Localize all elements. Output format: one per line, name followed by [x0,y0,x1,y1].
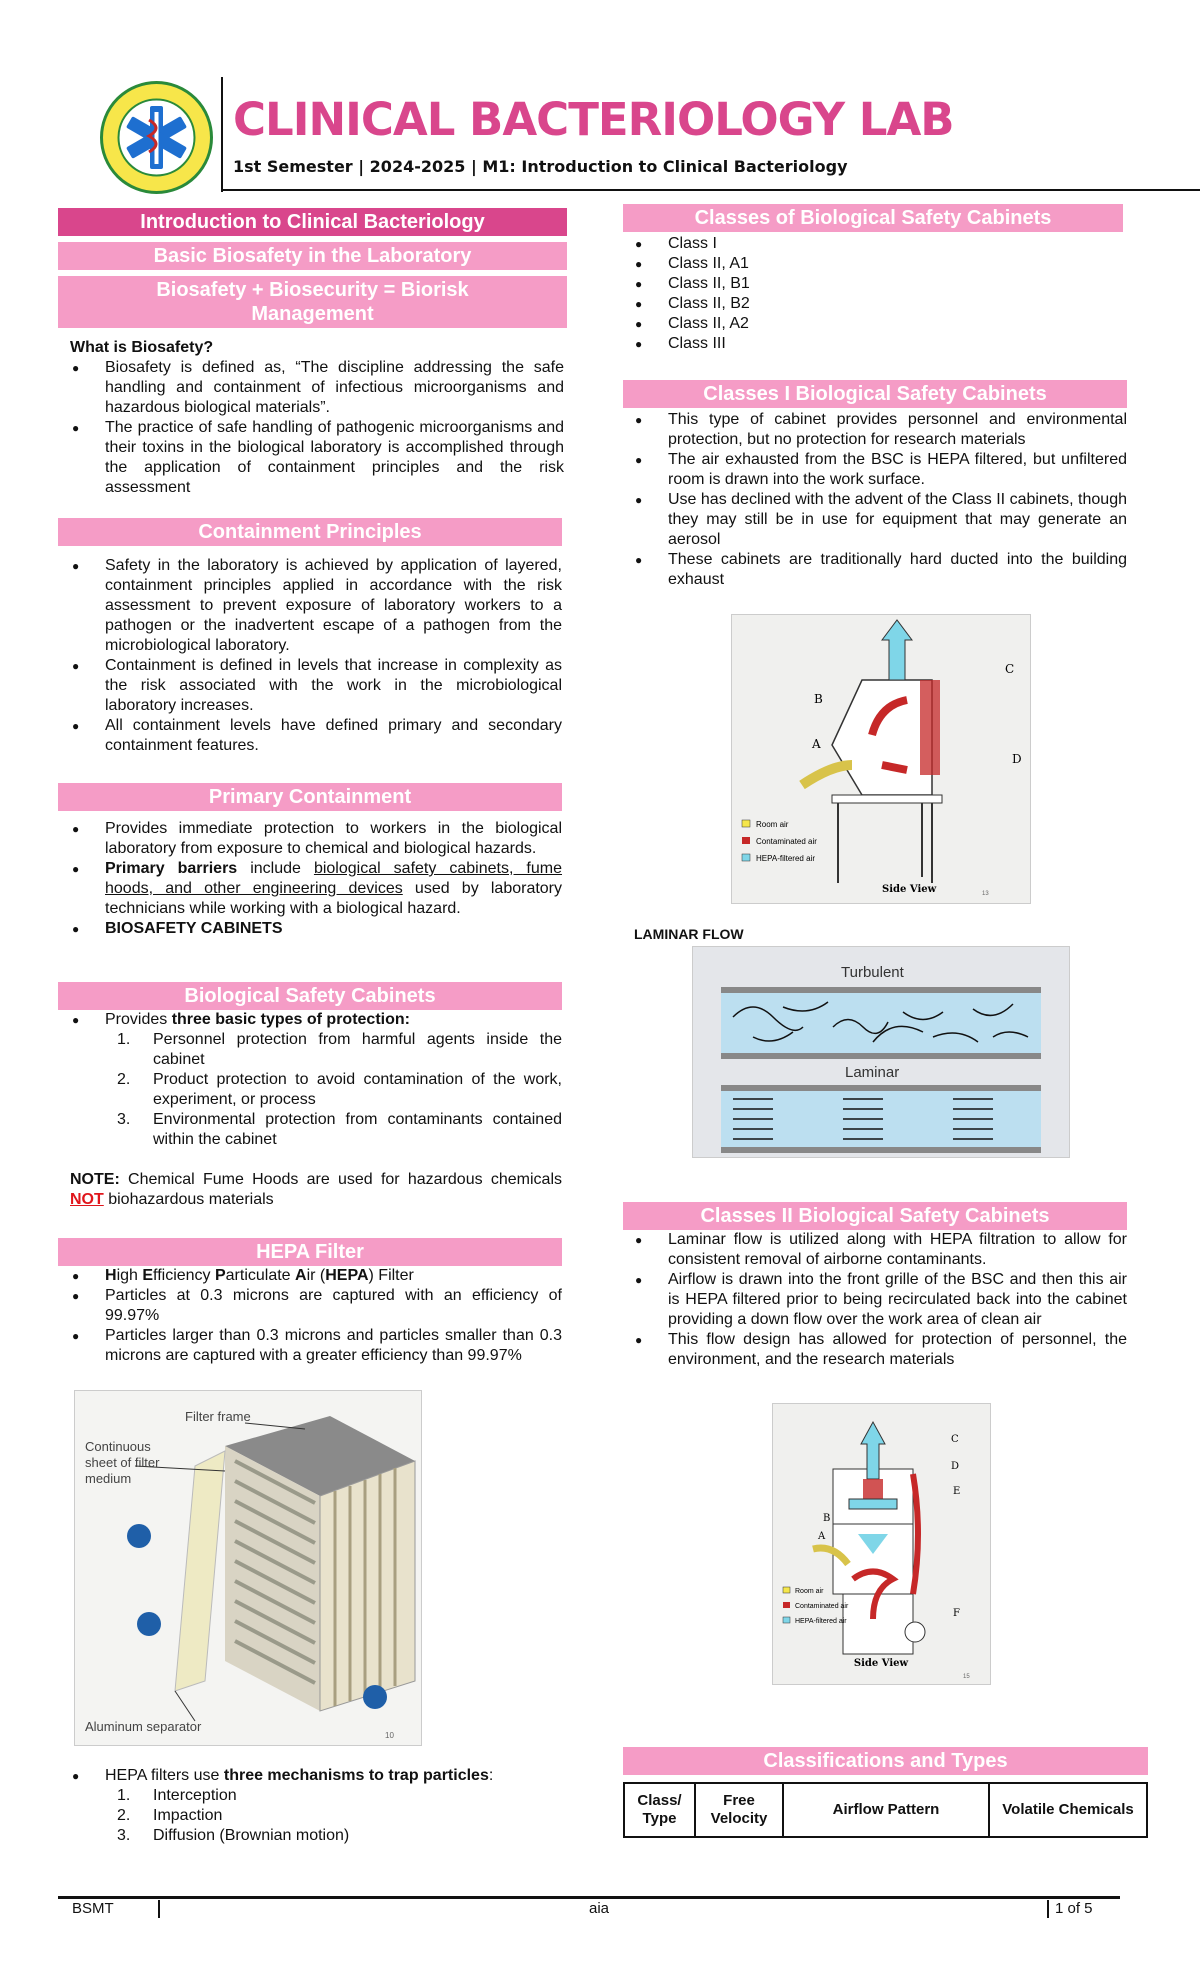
label-turbulent: Turbulent [841,964,904,981]
list-item: 3. Environmental protection from contaminants contained within the cabinet [117,1111,562,1148]
table-header-cell: Airflow Pattern [783,1783,989,1837]
list-item: ● Particles at 0.3 microns are captured with an efficiency of 99.97% [70,1286,562,1326]
list-item: ● HEPA filters use three mechanisms to trap particles: 1. Interception 2. Impaction 3. Diffusion (Brownian motion) [70,1766,564,1846]
label-sheet-3: medium [85,1471,132,1486]
banner-classifications: Classifications and Types [623,1747,1148,1775]
flow-diagram [693,947,1069,1157]
legend-hepa-air: HEPA-filtered air [795,1618,847,1625]
list-item: ● Class II, A2 [633,314,1123,334]
banner-biosafety: Basic Biosafety in the Laboratory [58,242,567,270]
list-item: ● BIOSAFETY CABINETS [70,919,562,939]
label-sheet-2: sheet of filter [85,1455,160,1470]
label-c: C [1005,662,1015,676]
banner-hepa: HEPA Filter [58,1238,562,1266]
note: NOTE: Chemical Fume Hoods are used for hazardous chemicals NOT biohazardous materials [70,1171,562,1208]
list-item: ● Class III [633,334,1123,354]
class1-diagram [732,615,1030,903]
list-item: 2. Impaction [117,1807,223,1824]
footer-rule [58,1896,1120,1899]
footer-center: aia [589,1900,610,1917]
classes-list [633,234,1123,354]
list-item: 1. Personnel protection from harmful agents inside the cabinet [117,1031,562,1068]
mechanism-list [70,1766,564,1846]
hepa-section [58,1238,562,1366]
label-aluminum-separator: Aluminum separator [85,1719,202,1734]
banner-class1: Classes I Biological Safety Cabinets [623,380,1127,408]
table-header-cell: Free Velocity [695,1783,783,1837]
legend-room-air: Room air [795,1588,824,1595]
list-item: 3. Diffusion (Brownian motion) [117,1827,350,1844]
class2-section [623,1202,1127,1370]
list-item: ● The air exhausted from the BSC is HEPA filtered, but unfiltered room is drawn into the work surface. [633,450,1127,490]
table-header-row [624,1783,1147,1837]
left-column [58,208,567,328]
class1-list [633,410,1127,590]
caption-side-view: Side View [853,1658,909,1669]
list-item: ● Particles larger than 0.3 microns and particles smaller than 0.3 microns are captured with a greater efficiency than 99.97% [70,1326,562,1366]
containment-section [58,518,562,756]
header-divider [221,77,223,192]
label-d: D [1012,752,1022,766]
university-logo [99,80,214,195]
list-item: ● Laminar flow is utilized along with HEPA filtration to allow for consistent removal of airborne contaminants. [633,1230,1127,1270]
label-filter-frame: Filter frame [185,1409,251,1424]
label-sheet-1: Continuous [85,1439,151,1454]
list-item: ● High Efficiency Particulate Air (HEPA) Filter [70,1266,562,1286]
figure-page-number: 10 [385,1731,394,1740]
class2-diagram [773,1404,990,1684]
classifications-section [623,1747,1148,1838]
list-item: ● All containment levels have defined primary and secondary containment features. [70,716,562,756]
banner-biorisk: Biosafety + Biosecurity = Biorisk Management [58,276,567,328]
footer-divider [1047,1900,1049,1918]
class2-list [633,1230,1127,1370]
classes-section [623,204,1123,354]
label-e: E [953,1486,961,1497]
class2-cabinet-figure [772,1403,991,1685]
banner-bsc: Biological Safety Cabinets [58,982,562,1010]
banner-intro: Introduction to Clinical Bacteriology [58,208,567,236]
figure-page-number: 15 [963,1674,970,1680]
banner-classes: Classes of Biological Safety Cabinets [623,204,1123,232]
label-a: A [818,1531,826,1542]
list-item: ● Airflow is drawn into the front grille of the BSC and then this air is HEPA filtered prior to being recirculated back into the cabinet providing a down flow over the work area of clean air [633,1270,1127,1330]
what-is-biosafety-heading: What is Biosafety? [70,339,214,356]
list-item: ● Class II, A1 [633,254,1123,274]
class1-cabinet-figure [731,614,1031,904]
label-a: A [812,737,821,751]
list-item: ● Biosafety is defined as, “The discipline addressing the safe handling and containment of infectious microorganisms and hazardous biological materials”. [70,358,564,418]
containment-list [70,556,562,756]
label-b: B [823,1513,831,1524]
label-f: F [953,1608,960,1619]
hepa-list [70,1266,562,1366]
flow-figure [692,946,1070,1158]
hepa-mechanisms [70,1766,564,1846]
hepa-filter-illustration [75,1391,421,1745]
list-item: ● This type of cabinet provides personnel and environmental protection, but no protection for research materials [633,410,1127,450]
list-item: ● Provides three basic types of protection: 1. Personnel protection from harmful agents inside the cabinet 2. Product protection to avoid contamination of the work, experiment, or process 3. Environmental protection from contaminants contained within the cabinet [70,1010,562,1150]
class1-section [623,380,1127,590]
biosafety-list [70,358,564,498]
footer-divider [158,1900,160,1918]
list-item: ● The practice of safe handling of pathogenic microorganisms and their toxins in the biological laboratory is accomplished through the application of containment principles and the risk assessment [70,418,564,498]
classifications-table [623,1782,1148,1838]
list-item: ● Containment is defined in levels that increase in complexity as the risk associated with the work in the microbiological laboratory increases. [70,656,562,716]
caption-side-view: Side View [882,884,937,895]
mechanism-numbered-list [105,1786,564,1846]
page-subtitle: 1st Semester | 2024-2025 | M1: Introduction to Clinical Bacteriology [233,157,848,176]
biosafety-section [70,338,564,498]
page-number: 1 of 5 [1055,1900,1093,1917]
list-item: 1. Interception [117,1787,237,1804]
list-item: 2. Product protection to avoid contamination of the work, experiment, or process [117,1071,562,1108]
list-item: ● Class II, B1 [633,274,1123,294]
legend-contaminated-air: Contaminated air [795,1603,849,1610]
header-rule [221,189,1200,191]
hepa-filter-figure [74,1390,422,1746]
banner-primary: Primary Containment [58,783,562,811]
legend-room-air: Room air [756,820,789,829]
list-item: ● Class II, B2 [633,294,1123,314]
footer-left: BSMT [72,1900,114,1917]
list-item: ● Class I [633,234,1123,254]
table-header-cell: Class/ Type [624,1783,695,1837]
legend-hepa-air: HEPA-filtered air [756,854,815,863]
legend-contaminated-air: Contaminated air [756,837,817,846]
label-laminar: Laminar [845,1064,900,1081]
page-title: CLINICAL BACTERIOLOGY LAB [233,93,954,146]
banner-class2: Classes II Biological Safety Cabinets [623,1202,1127,1230]
list-item: ● Use has declined with the advent of the Class II cabinets, though they may still be in use for equipment that may generate an aerosol [633,490,1127,550]
table-header-cell: Volatile Chemicals [989,1783,1147,1837]
bsc-list [70,1010,562,1150]
list-item: ● Primary barriers include biological safety cabinets, fume hoods, and other engineering devices used by laboratory technicians while working with a biological hazard. [70,859,562,919]
list-item: ● Provides immediate protection to workers in the biological laboratory from exposure to chemical and biological hazards. [70,819,562,859]
figure-page-number: 13 [982,891,989,897]
label-d: D [951,1461,960,1472]
list-item: ● This flow design has allowed for protection of personnel, the environment, and the research materials [633,1330,1127,1370]
list-item: ● Safety in the laboratory is achieved by application of layered, containment principles applied in accordance with the risk assessment to prevent exposure of laboratory workers to a pathogen or the inadvertent escape of a pathogen from the microbiological laboratory. [70,556,562,656]
laminar-flow-label: LAMINAR FLOW [634,926,744,942]
bsc-section [58,982,562,1210]
label-b: B [814,692,823,706]
banner-containment: Containment Principles [58,518,562,546]
primary-list [70,819,562,939]
list-item: ● These cabinets are traditionally hard ducted into the building exhaust [633,550,1127,590]
label-c: C [951,1434,959,1445]
primary-section [58,783,562,939]
bsc-protection-list [105,1030,562,1150]
